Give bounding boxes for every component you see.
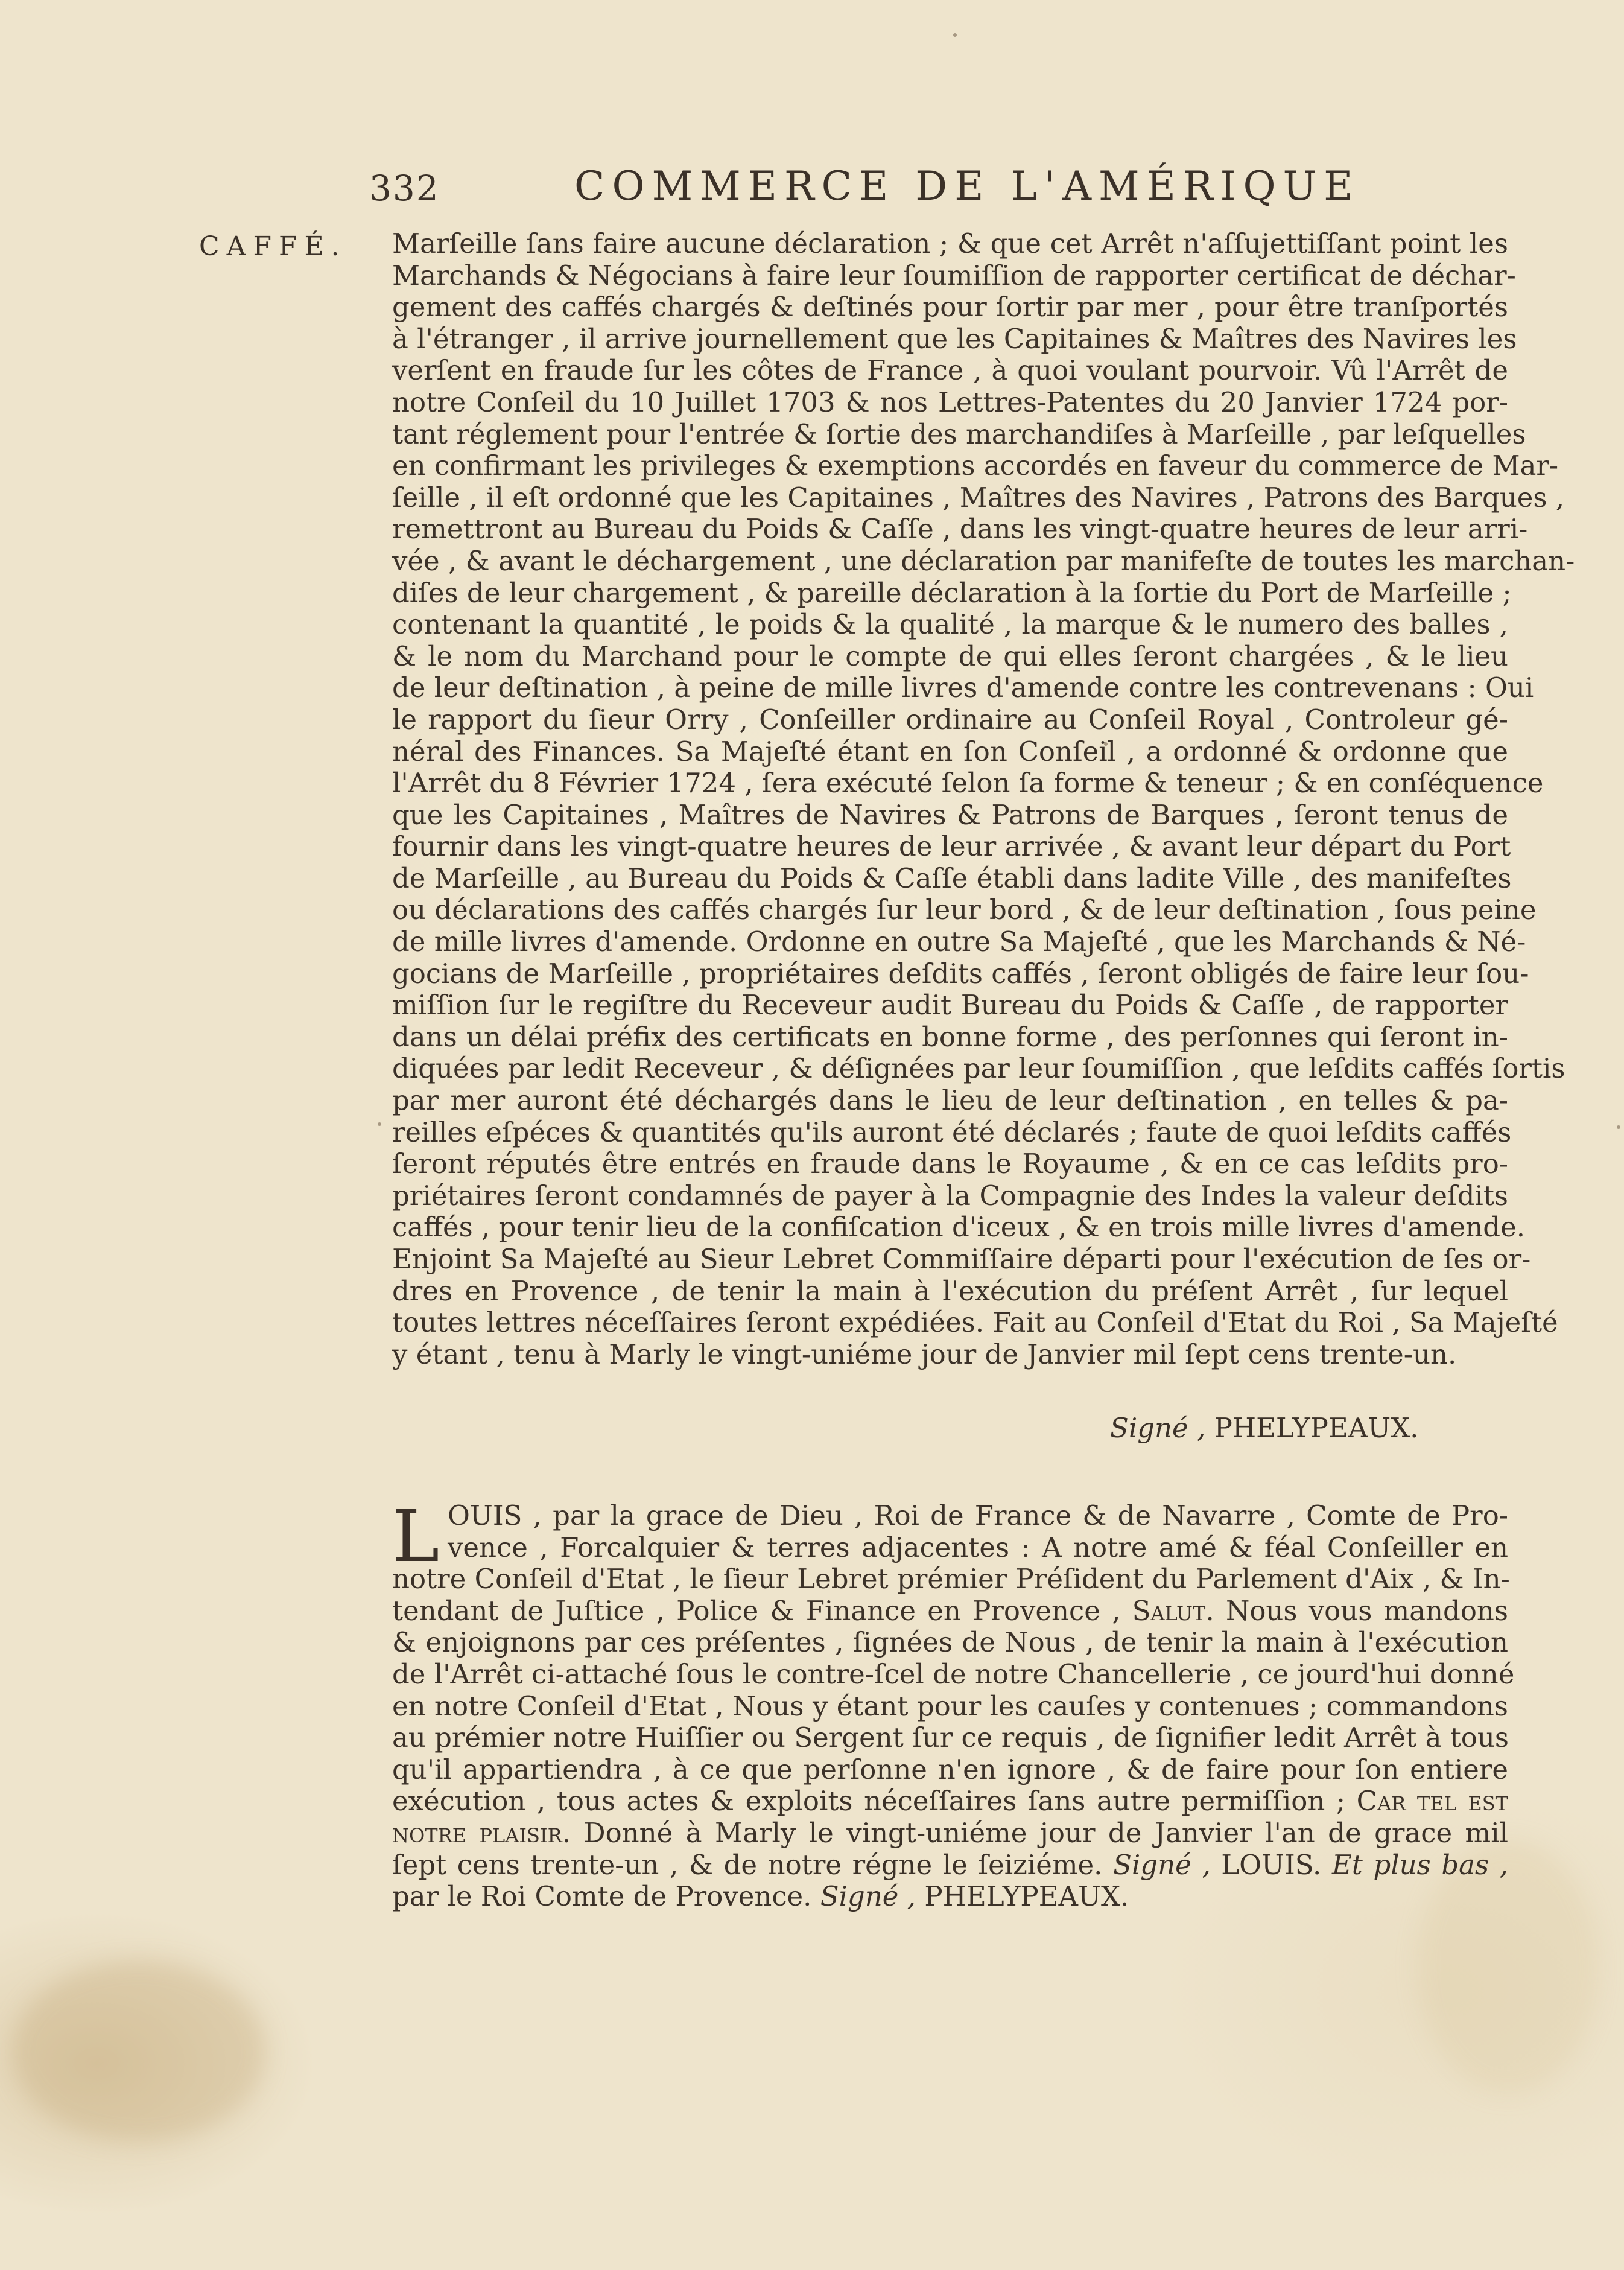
letters-line: en notre Conſeil d'Etat , Nous y étant pour les cauſes y contenues ; commandons — [392, 1690, 1508, 1722]
decree-line: ou déclarations des caffés chargés ſur leur bord , & de leur deſtination , ſous peine — [392, 894, 1537, 926]
ink-speck — [378, 1122, 381, 1126]
decree-line: verſent en fraude ſur les côtes de France , à quoi voulant pourvoir. Vû l'Arrêt de — [392, 354, 1508, 387]
decree-line: caffés , pour tenir lieu de la confiſcation d'iceux , & en trois mille livres d'amende. — [392, 1211, 1526, 1244]
decree-line: Marſeille ſans faire aucune déclaration ; & que cet Arrêt n'aſſujettiſſant point les — [392, 227, 1508, 259]
letters-patent — [392, 1495, 1515, 1913]
decree-line: de Marſeille , au Bureau du Poids & Caſſe établi dans ladite Ville , des manifeſtes — [392, 862, 1512, 894]
signe-word: Signé , — [820, 1880, 916, 1913]
decree-line: de mille livres d'amende. Ordonne en outre Sa Majeſté , que les Marchands & Né- — [392, 926, 1526, 958]
decree-line: notre Conſeil du 10 Juillet 1703 & nos Lettres-Patentes du 20 Janvier 1724 por- — [392, 386, 1508, 418]
letters-text: Nous vous mandons — [1225, 1594, 1508, 1627]
letters-line: OUIS , par la grace de Dieu , Roi de France & de Navarre , Comte de Pro- — [448, 1499, 1508, 1531]
letters-text: Donné à Marly le vingt-uniéme jour de Janvier l'an de grace mil — [583, 1816, 1509, 1849]
decree-line: gocians de Marſeille , propriétaires deſdits caffés , ſeront obligés de faire leur ſou- — [392, 957, 1529, 990]
margin-note: CAFFÉ. — [199, 231, 347, 262]
decree-line: de leur deſtination , à peine de mille livres d'amende contre les contrevenans : Oui — [392, 672, 1534, 704]
letters-line — [392, 1849, 1508, 1881]
letters-line — [392, 1817, 1508, 1849]
decree-line: diſes de leur chargement , & pareille déclaration à la ſortie du Port de Marſeille ; — [392, 576, 1512, 609]
plus-bas: Et plus bas , — [1331, 1848, 1508, 1881]
running-title: COMMERCE DE L'AMÉRIQUE — [574, 163, 1360, 209]
king-name: LOUIS. — [1221, 1848, 1322, 1881]
decree-line: ſeront réputés être entrés en fraude dans le Royaume , & en ce cas leſdits pro- — [392, 1148, 1508, 1180]
decree-line: ſeille , il eſt ordonné que les Capitaines , Maîtres des Navires , Patrons des Barques , — [392, 481, 1565, 513]
signature-prefix: Signé , — [1110, 1412, 1206, 1444]
letters-text: exécution , tous actes & exploits néceſſaires ſans autre permiſſion ; — [392, 1785, 1346, 1817]
decree-line: dres en Provence , de tenir la main à l'exécution du préſent Arrêt , ſur lequel — [392, 1274, 1508, 1307]
decree-line: à l'étranger , il arrive journellement que les Capitaines & Maîtres des Navires les — [392, 322, 1517, 355]
decree-line: diquées par ledit Receveur , & déſignées par leur ſoumiſſion , que leſdits caffés ſortis — [392, 1052, 1565, 1085]
ink-speck — [953, 33, 957, 37]
decree-line: miſſion ſur le regiſtre du Receveur audit Bureau du Poids & Caſſe , de rapporter — [392, 989, 1508, 1022]
letters-text: tendant de Juſtice , Police & Finance en Provence , — [392, 1594, 1121, 1627]
decree-line: y étant , tenu à Marly le vingt-uniéme jour de Janvier mil ſept cens trente-un. — [392, 1338, 1457, 1370]
signature-block — [1110, 1412, 1419, 1444]
letters-line: vence , Forcalquier & terres adjacentes : A notre amé & féal Conſeiller en — [448, 1531, 1508, 1563]
formula-small-caps: notre plaisir. — [392, 1816, 571, 1849]
salut-word: Salut. — [1132, 1594, 1214, 1627]
paper-stain — [12, 1961, 265, 2142]
letters-line: de l'Arrêt ci-attaché ſous le contre-ſcel de notre Chancellerie , ce jourd'hui donné — [392, 1658, 1515, 1690]
page-number: 332 — [369, 168, 440, 209]
decree-line: tant réglement pour l'entrée & ſortie des marchandiſes à Marſeille , par leſquelles — [392, 418, 1526, 450]
signe-word: Signé , — [1113, 1848, 1211, 1881]
decree-line: reilles eſpéces & quantités qu'ils auront été déclarés ; faute de quoi leſdits caffés — [392, 1116, 1512, 1148]
letters-line: qu'il appartiendra , à ce que perſonne n'en ignore , & de faire pour ſon entiere — [392, 1753, 1508, 1785]
decree-line: par mer auront été déchargés dans le lieu de leur deſtination , en telles & pa- — [392, 1084, 1508, 1117]
decree-line: Enjoint Sa Majeſté au Sieur Lebret Commiſſaire départi pour l'exécution de ſes or- — [392, 1243, 1531, 1275]
decree-line: & le nom du Marchand pour le compte de qui elles ſeront chargées , & le lieu — [392, 640, 1508, 672]
decree-line: que les Capitaines , Maîtres de Navires & Patrons de Barques , ſeront tenus de — [392, 798, 1508, 831]
letters-line: & enjoignons par ces préſentes , ſignées de Nous , de tenir la main à l'exécution — [392, 1626, 1508, 1659]
formula-small-caps: Car tel est — [1356, 1785, 1508, 1817]
drop-cap: L — [392, 1495, 440, 1578]
decree-line: l'Arrêt du 8 Février 1724 , ſera exécuté ſelon ſa forme & teneur ; & en conſéquence — [392, 767, 1544, 800]
decree-line: Marchands & Négocians à faire leur ſoumiſſion de rapporter certificat de déchar- — [392, 259, 1516, 291]
countersign-name: PHELYPEAUX. — [924, 1880, 1129, 1913]
decree-line: en confirmant les privileges & exemptions accordés en faveur du commerce de Mar- — [392, 450, 1559, 482]
decree-line: le rapport du ſieur Orry , Conſeiller ordinaire au Conſeil Royal , Controleur gé- — [392, 703, 1508, 736]
decree-line: fournir dans les vingt-quatre heures de leur arrivée , & avant leur départ du Port — [392, 830, 1511, 863]
decree-text — [392, 227, 1575, 1370]
letters-line — [392, 1881, 1508, 1913]
decree-line: priétaires ſeront condamnés de payer à la Compagnie des Indes la valeur deſdits — [392, 1179, 1508, 1212]
letters-text: ſept cens trente-un , & de notre régne le ſeiziéme. — [392, 1848, 1103, 1881]
decree-line: néral des Finances. Sa Majeſté étant en ſon Conſeil , a ordonné & ordonne que — [392, 735, 1508, 768]
letters-line — [392, 1785, 1508, 1817]
decree-line: dans un délai préfix des certificats en bonne forme , des perſonnes qui ſeront in- — [392, 1020, 1508, 1053]
page-header — [369, 163, 1365, 217]
letters-line: au prémier notre Huiſſier ou Sergent ſur ce requis , de ſignifier ledit Arrêt à tous — [392, 1722, 1509, 1754]
decree-line: gement des caffés chargés & deſtinés pour ſortir par mer , pour être tranſportés — [392, 291, 1508, 323]
signature-name: PHELYPEAUX. — [1214, 1412, 1419, 1444]
ink-speck — [1617, 1125, 1620, 1129]
decree-line: remettront au Bureau du Poids & Caſſe , dans les vingt-quatre heures de leur arri- — [392, 513, 1528, 545]
letters-line: notre Conſeil d'Etat , le ſieur Lebret prémier Préſident du Parlement d'Aix , & In- — [392, 1563, 1510, 1595]
decree-line: vée , & avant le déchargement , une déclaration par manifeſte de toutes les marchan- — [392, 544, 1575, 577]
letters-text: par le Roi Comte de Provence. — [392, 1880, 812, 1913]
decree-line: toutes lettres néceſſaires ſeront expédiées. Fait au Conſeil d'Etat du Roi , Sa Majeſté — [392, 1306, 1558, 1339]
decree-line: contenant la quantité , le poids & la qualité , la marque & le numero des balles , — [392, 608, 1508, 641]
letters-line — [392, 1595, 1508, 1627]
